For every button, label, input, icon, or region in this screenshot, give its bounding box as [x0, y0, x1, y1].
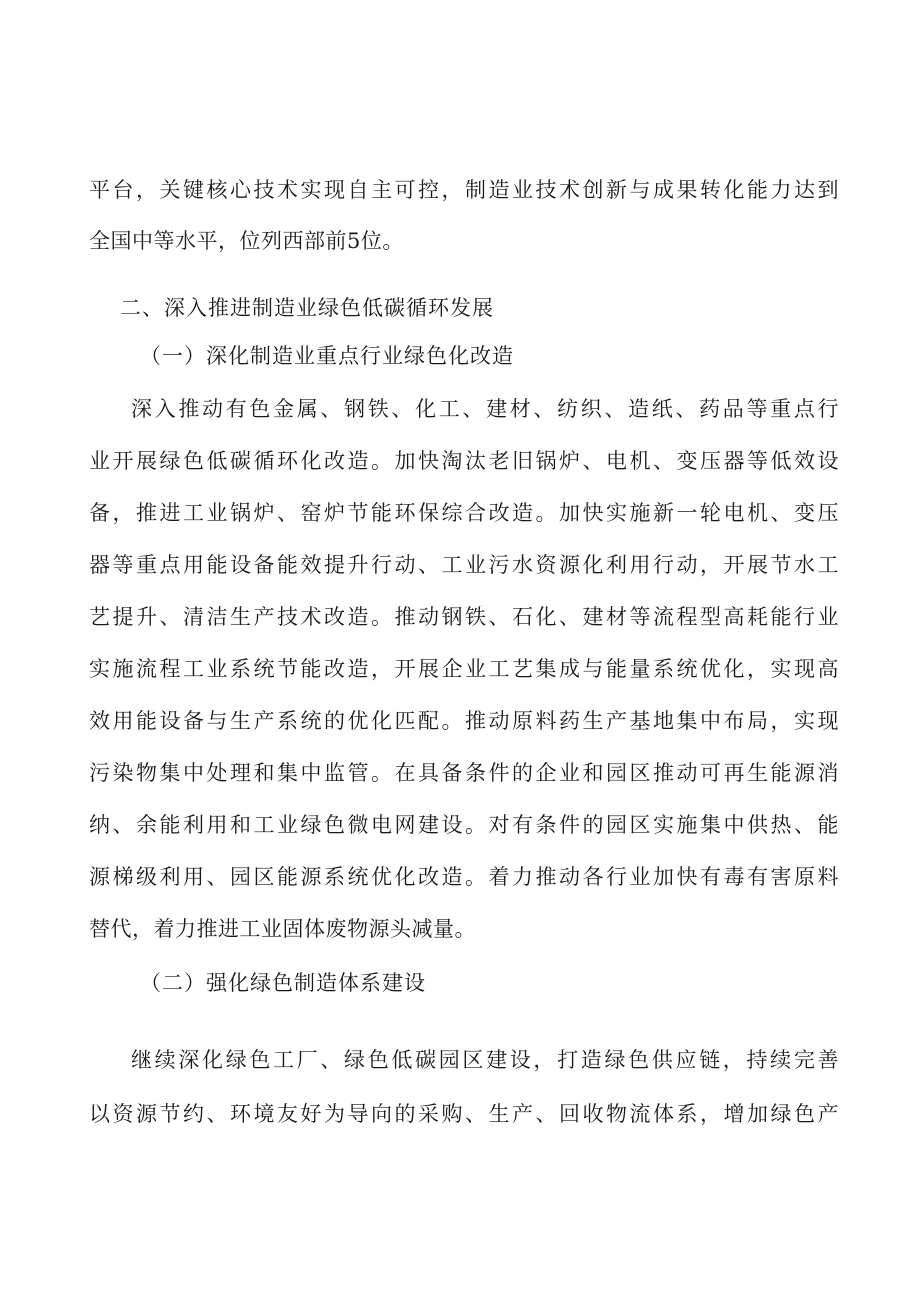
paragraph-line: 实施流程工业系统节能改造，开展企业工艺集成与能量系统优化，实现高: [89, 657, 839, 681]
paragraph-line: 器等重点用能设备能效提升行动、工业污水资源化利用行动，开展节水工: [89, 553, 839, 577]
paragraph-line: 替代，着力推进工业固体废物源头减量。: [89, 917, 476, 941]
paragraph-line: 以资源节约、环境友好为导向的采购、生产、回收物流体系，增加绿色产: [89, 1102, 839, 1126]
paragraph-line: 平台，关键核心技术实现自主可控，制造业技术创新与成果转化能力达到: [89, 178, 839, 202]
paragraph-line: 深入推动有色金属、钢铁、化工、建材、纺织、造纸、药品等重点行: [131, 397, 839, 421]
subsection-heading-1: （一）深化制造业重点行业绿色化改造: [140, 344, 514, 368]
paragraph-line: 效用能设备与生产系统的优化匹配。推动原料药生产基地集中布局，实现: [89, 709, 839, 733]
paragraph-line: 备，推进工业锅炉、窑炉节能环保综合改造。加快实施新一轮电机、变压: [89, 501, 839, 525]
paragraph-line: 源梯级利用、园区能源系统优化改造。着力推动各行业加快有毒有害原料: [89, 865, 839, 889]
subsection-heading-2: （二）强化绿色制造体系建设: [140, 971, 426, 995]
paragraph-line: 继续深化绿色工厂、绿色低碳园区建设，打造绿色供应链，持续完善: [131, 1048, 839, 1072]
paragraph-line: 艺提升、清洁生产技术改造。推动钢铁、石化、建材等流程型高耗能行业: [89, 605, 839, 629]
paragraph-line: 全国中等水平，位列西部前5位。: [89, 229, 404, 253]
paragraph-line: 污染物集中处理和集中监管。在具备条件的企业和园区推动可再生能源消: [89, 761, 839, 785]
section-heading: 二、深入推进制造业绿色低碳循环发展: [120, 296, 494, 320]
paragraph-line: 纳、余能利用和工业绿色微电网建设。对有条件的园区实施集中供热、能: [89, 813, 839, 837]
paragraph-line: 业开展绿色低碳循环化改造。加快淘汰老旧锅炉、电机、变压器等低效设: [89, 449, 839, 473]
